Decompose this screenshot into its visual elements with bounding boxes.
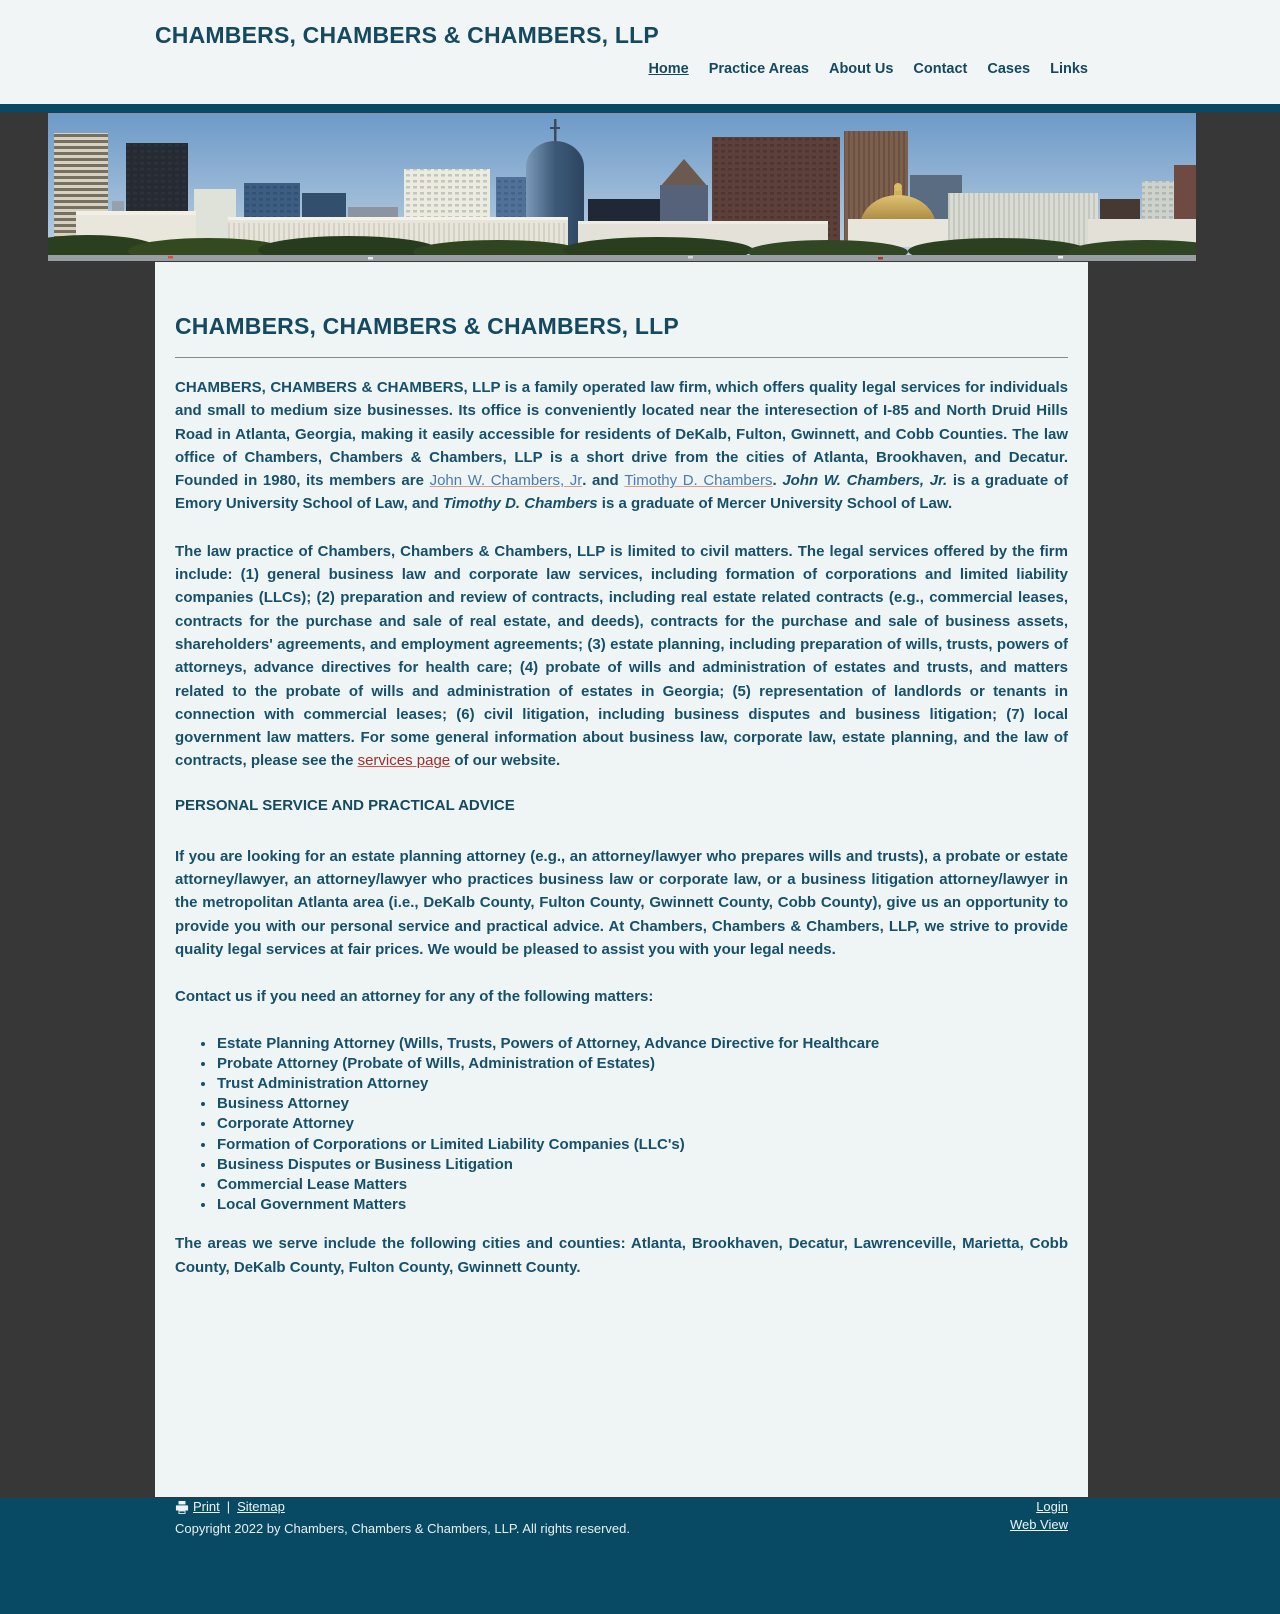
header-accent-bar: [0, 104, 1280, 112]
list-item: Commercial Lease Matters: [203, 1175, 1068, 1195]
matters-list: [175, 1034, 1068, 1216]
list-item: Probate Attorney (Probate of Wills, Administration of Estates): [203, 1054, 1068, 1074]
site-header: [0, 0, 1280, 104]
text-run: .: [772, 472, 783, 490]
list-item: Business Attorney: [203, 1094, 1068, 1114]
nav-item-home[interactable]: Home: [648, 61, 689, 77]
content-card: [155, 262, 1088, 1497]
web-view-link[interactable]: Web View: [1009, 1516, 1068, 1532]
link-services-page[interactable]: services page: [357, 752, 451, 770]
site-footer: [0, 1498, 1280, 1614]
list-item: Corporate Attorney: [203, 1114, 1068, 1134]
nav-item-practice-areas[interactable]: Practice Areas: [708, 61, 809, 77]
contact-prompt: Contact us if you need an attorney for any of the following matters:: [175, 988, 654, 1006]
text-run: is a graduate of Emory University School of Law, and: [175, 472, 1069, 513]
footer-separator: |: [226, 1499, 231, 1514]
skyline-illustration: [48, 113, 1196, 261]
list-item: Formation of Corporations or Limited Liability Companies (LLC's): [203, 1135, 1068, 1155]
main-nav: [648, 61, 1088, 77]
footer-right-block: [1010, 1498, 1068, 1533]
text-run: is a graduate of Mercer University School of Law.: [597, 495, 953, 513]
sitemap-link[interactable]: Sitemap: [237, 1499, 285, 1514]
text-run: The law practice of Chambers, Chambers & Chambers, LLP is limited to civil matters. The legal services offered by the firm include: (1) general business law and corporate law services, including formation of corporations and limited liability companies (LLCs); (2) preparation and review of contracts, including real estate related contracts (e.g., commercial leases, contracts for the purchase and sale of real estate, and deeds), contracts for the purchase and sale of business assets, shareholders' agreements, and employment agreements; (3) estate planning, including preparation of wills, trusts, powers of attorneys, advance directives for health care; (4) probate of wills and administration of estates and trusts, and matters related to the probate of wills and administration of estates in Georgia; (5) representation of landlords or tenants in connection with commercial leases; (6) civil litigation, including business disputes and business litigation; (7) local government law matters. For some general information about business law, corporate law, estate planning, and the law of contracts, please see the: [175, 542, 1068, 770]
areas-served-paragraph: The areas we serve include the following cities and counties: Atlanta, Brookhaven, Decatur, Lawrenceville, Marietta, Cobb County, DeKalb County, Fulton County, Gwinnett County.: [175, 1235, 1068, 1276]
brand-title: CHAMBERS, CHAMBERS & CHAMBERS, LLP: [155, 22, 659, 48]
print-sitemap-row: [175, 1498, 635, 1516]
copyright-text: Copyright 2022 by Chambers, Chambers & Chambers, LLP. All rights reserved.: [175, 1521, 630, 1536]
link-timothy-d-chambers[interactable]: Timothy D. Chambers: [624, 472, 773, 490]
text-run: of our website.: [450, 752, 561, 770]
nav-item-cases[interactable]: Cases: [987, 61, 1031, 77]
nav-item-contact[interactable]: Contact: [913, 61, 968, 77]
list-item: Local Government Matters: [203, 1195, 1068, 1215]
printer-icon: [175, 1501, 189, 1514]
page-title: CHAMBERS, CHAMBERS & CHAMBERS, LLP: [175, 313, 679, 339]
list-item: Business Disputes or Business Litigation: [203, 1155, 1068, 1175]
list-item: Trust Administration Attorney: [203, 1074, 1068, 1094]
text-run: . and: [582, 472, 625, 490]
list-item: Estate Planning Attorney (Wills, Trusts, Powers of Attorney, Advance Directive for Healthcare: [203, 1034, 1068, 1054]
emphasis-john-w-chambers: John W. Chambers, Jr.: [782, 472, 948, 490]
title-divider: [175, 357, 1068, 358]
nav-item-about-us[interactable]: About Us: [828, 61, 894, 77]
intro-paragraph: [175, 376, 1068, 516]
text-run: CHAMBERS, CHAMBERS & CHAMBERS, LLP is a family operated law firm, which offers quality legal services for individuals and small to medium size businesses. Its office is conveniently located near the interesection of I-85 and North Druid Hills Road in Atlanta, Georgia, making it easily accessible for residents of DeKalb, Fulton, Gwinnett, and Cobb Counties. The law office of Chambers, Chambers & Chambers, LLP is a short drive from the cities of Atlanta, Brookhaven, and Decatur. Founded in 1980, its members are: [175, 379, 1068, 490]
atlanta-skyline-banner: [48, 113, 1196, 261]
section-heading-personal-service: PERSONAL SERVICE AND PRACTICAL ADVICE: [175, 796, 515, 814]
nav-item-links[interactable]: Links: [1050, 61, 1088, 77]
login-link[interactable]: Login: [1036, 1499, 1068, 1514]
link-john-w-chambers-jr[interactable]: John W. Chambers, Jr: [429, 472, 583, 490]
print-link[interactable]: Print: [193, 1499, 220, 1514]
emphasis-timothy-d-chambers: Timothy D. Chambers: [442, 495, 598, 513]
practice-paragraph: [175, 540, 1068, 773]
advice-paragraph: If you are looking for an estate planning attorney (e.g., an attorney/lawyer who prepares wills and trusts), a probate or estate attorney/lawyer, an attorney/lawyer who practices business law or corporate law, or a business litigation attorney/lawyer in the metropolitan Atlanta area (i.e., DeKalb County, Fulton County, Gwinnett County, Cobb County), give us an opportunity to provide you with our personal service and practical advice. At Chambers, Chambers & Chambers, LLP, we strive to provide quality legal services at fair prices. We would be pleased to assist you with your legal needs.: [175, 847, 1068, 958]
footer-left-block: [175, 1498, 635, 1538]
